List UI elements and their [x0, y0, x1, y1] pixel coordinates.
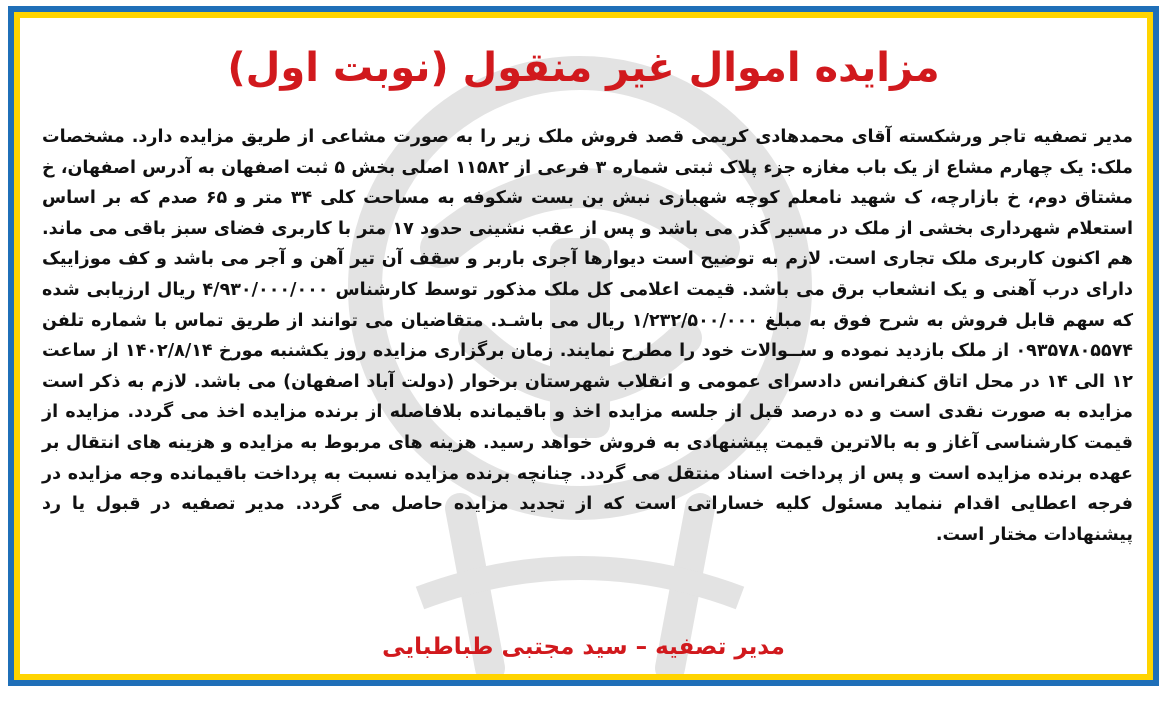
notice-body: مدیر تصفیه تاجر ورشکسته آقای محمدهادی کریمی قصد فروش ملک زیر را به صورت مشاعی از طریق مزایده دارد. مشخصات ملک: یک چهارم مشاع از یک باب مغازه جزء پلاک ثبتی شماره ۳ فرعی از ۱۱۵۸۲ اصلی بخش ۵ ثبت اصفهان به آدرس اصفهان، خ مشتاق دوم، خ بازارچه، ک شهید نامعلم کوچه شهبازی نبش بن بست شکوفه به مساحت کلی ۳۴ متر و ۶۵ صدم که بر اساس استعلام شهرداری بخشی از ملک در مسیر گذر می باشد و پس از عقب نشینی حدود ۱۷ متر با کاربری فضای سبز باقی می ماند. هم اکنون کاربری ملک تجاری است. لازم به توضیح است دیوارها آجری باربر و سقف آن تیر آهن و آجر می باشد و کف موزاییک دارای درب آهنی و یک انشعاب برق می باشد. قیمت اعلامی کل ملک مذکور توسط کارشناس ۴/۹۳۰/۰۰۰/۰۰۰ ریال ارزیابی شده که سهم قابل فروش به شرح فوق به مبلغ ۱/۲۳۲/۵۰۰/۰۰۰ ریال می باشـد. متقاضیان می توانند از طریق تماس با شماره تلفن ۰۹۳۵۷۸۰۵۵۷۴ از ملک بازدید نموده و ســوالات خود را مطرح نمایند. زمان برگزاری مزایده روز یکشنبه مورخ ۱۴۰۲/۸/۱۴ از ساعت ۱۲ الی ۱۴ در محل اتاق کنفرانس دادسرای عمومی و انقلاب شهرستان برخوار (دولت آباد اصفهان) می باشد. لازم به ذکر است مزایده به صورت نقدی است و ده درصد قبل از جلسه مزایده اخذ و باقیمانده بلافاصله از برنده مزایده اخذ می گردد. مزایده از قیمت کارشناسی آغاز و به بالاترین قیمت پیشنهادی به فروش خواهد رسید. هزینه های مربوط به مزایده و هزینه های انتقال بر عهده برنده مزایده است و پس از پرداخت اسناد منتقل می گردد. چنانچه برنده مزایده نسبت به پرداخت باقیمانده وجه مزایده در فرجه اعطایی اقدام ننماید مسئول کلیه خساراتی است که از تجدید مزایده حاصل می گردد. مدیر تصفیه در قبول یا رد پیشنهادات مختار است.: [42, 127, 1133, 545]
outer-border: [8, 6, 1159, 686]
inner-border: [14, 12, 1153, 680]
notice-panel: [20, 18, 1147, 674]
notice-title: مزایده اموال غیر منقول (نوبت اول): [227, 45, 940, 91]
notice-signature: مدیر تصفیه – سید مجتبی طباطبایی: [382, 634, 785, 660]
